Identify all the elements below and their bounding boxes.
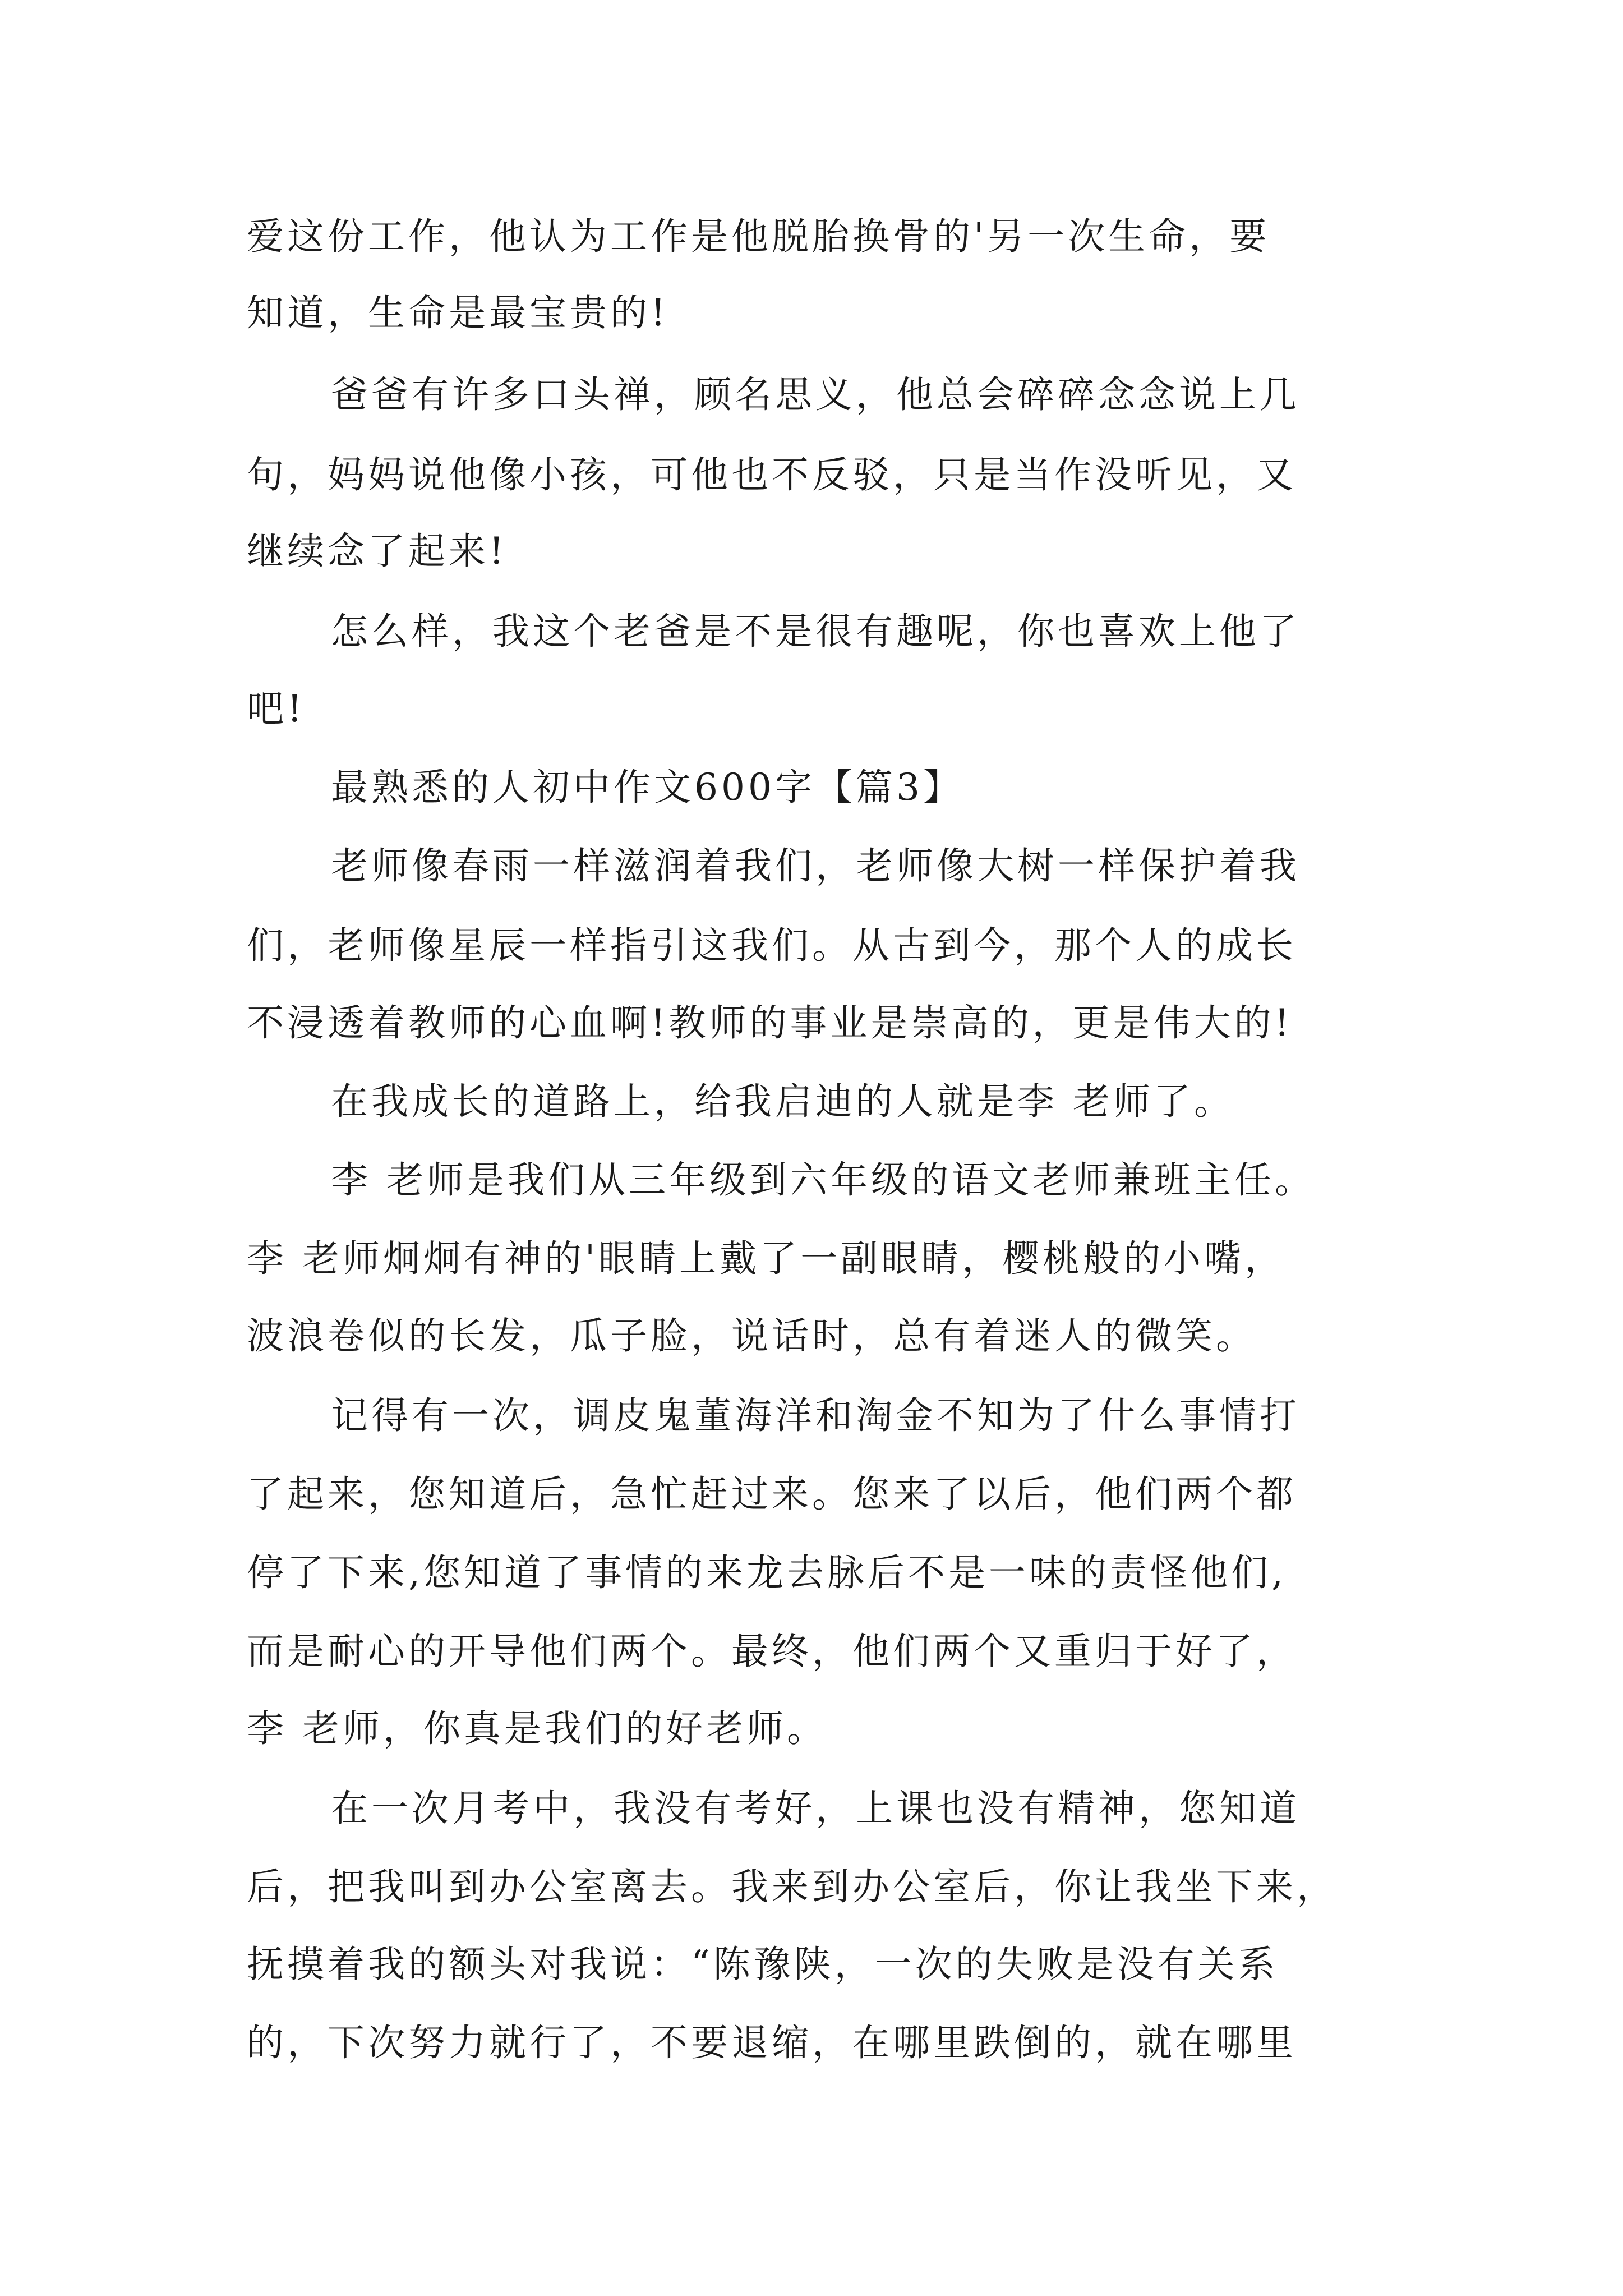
paragraph-start-line: 爸爸有许多口头禅，顾名思义，他总会碎碎念念说上几 xyxy=(331,373,1300,416)
text-line: 抚摸着我的额头对我说：“陈豫陕，一次的失败是没有关系 xyxy=(247,1943,1279,1986)
text-line: 不浸透着教师的心血啊!教师的事业是崇高的，更是伟大的! xyxy=(247,1001,1293,1045)
text-line: 波浪卷似的长发，瓜子脸，说话时，总有着迷人的微笑。 xyxy=(247,1314,1256,1358)
paragraph-start-line: 记得有一次，调皮鬼董海洋和淘金不知为了什么事情打 xyxy=(331,1394,1300,1437)
text-line: 句，妈妈说他像小孩，可他也不反驳，只是当作没听见，又 xyxy=(247,453,1297,496)
text-line: 知道，生命是最宝贵的! xyxy=(247,291,669,334)
text-line: 了起来，您知道后，急忙赶过来。您来了以后，他们两个都 xyxy=(247,1473,1297,1516)
text-line: 李 老师，你真是我们的好老师。 xyxy=(247,1707,827,1750)
text-line: 后，把我叫到办公室离去。我来到办公室后，你让我坐下来， xyxy=(247,1865,1337,1908)
text-line: 李 老师炯炯有神的'眼睛上戴了一副眼睛，樱桃般的小嘴， xyxy=(247,1237,1285,1280)
section-heading: 最熟悉的人初中作文600字【篇3】 xyxy=(331,766,963,809)
text-line: 们，老师像星辰一样指引这我们。从古到今，那个人的成长 xyxy=(247,924,1297,967)
paragraph-start-line: 在一次月考中，我没有考好，上课也没有精神，您知道 xyxy=(331,1787,1300,1830)
text-line: 爱这份工作，他认为工作是他脱胎换骨的'另一次生命，要 xyxy=(247,215,1270,258)
text-line: 继续念了起来! xyxy=(247,530,508,573)
text-line: 的，下次努力就行了，不要退缩，在哪里跌倒的，就在哪里 xyxy=(247,2021,1297,2064)
text-line: 吧! xyxy=(247,687,306,730)
text-line: 而是耐心的开导他们两个。最终，他们两个又重归于好了， xyxy=(247,1630,1297,1673)
paragraph-start-line: 老师像春雨一样滋润着我们，老师像大树一样保护着我 xyxy=(331,844,1300,887)
text-line: 停了下来,您知道了事情的来龙去脉后不是一味的责怪他们, xyxy=(247,1551,1287,1594)
paragraph-start-line: 在我成长的道路上，给我启迪的人就是李 老师了。 xyxy=(331,1080,1234,1123)
paragraph-start-line: 怎么样，我这个老爸是不是很有趣呢，你也喜欢上他了 xyxy=(331,610,1300,653)
paragraph-start-line: 李 老师是我们从三年级到六年级的语文老师兼班主任。 xyxy=(331,1158,1315,1202)
